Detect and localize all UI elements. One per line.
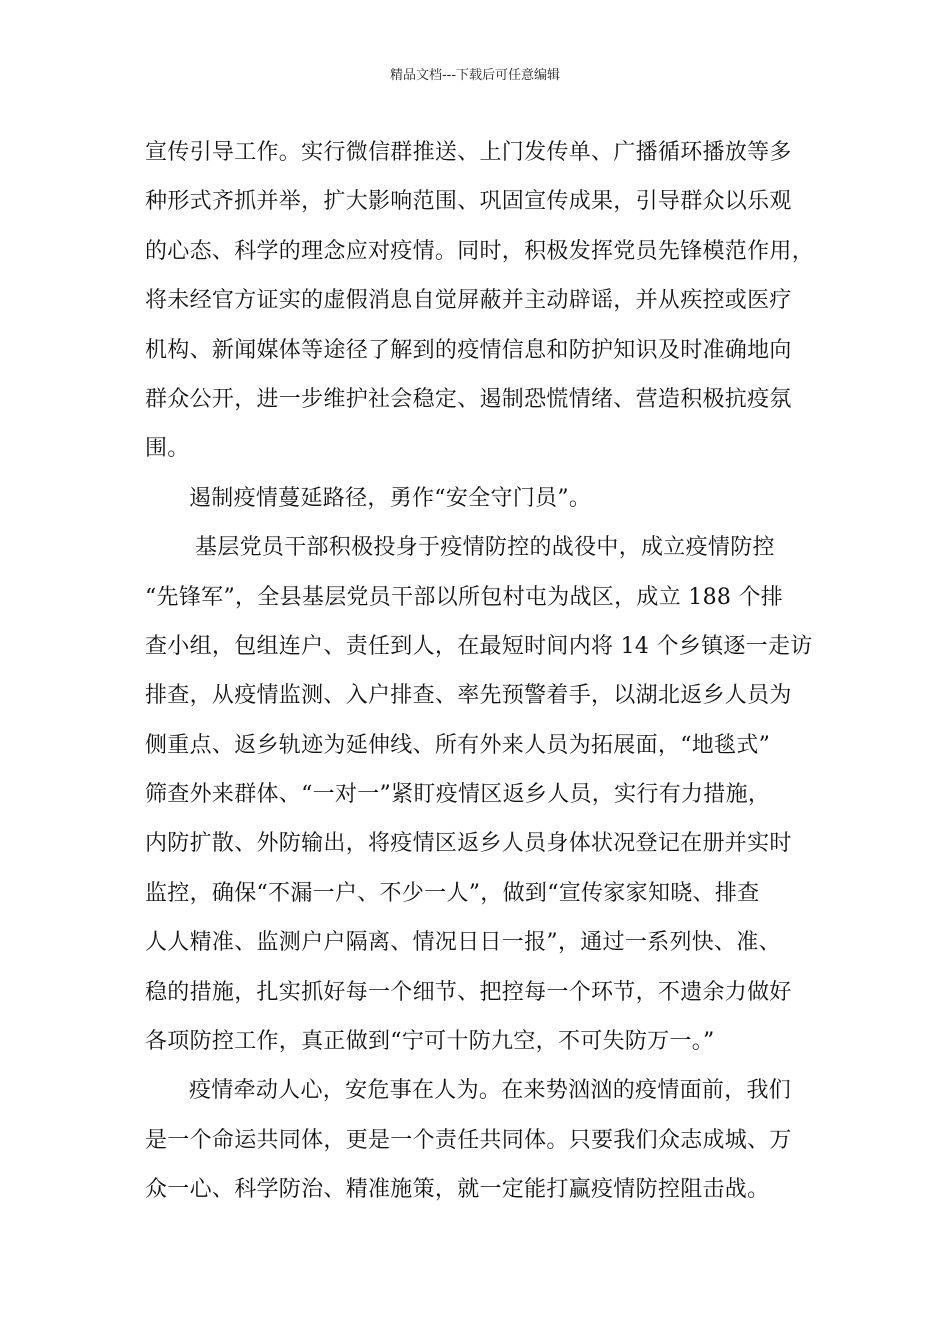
page-header: 精品文档---下载后可任意编辑 [389, 68, 561, 83]
text-line: 围。 [145, 436, 190, 462]
text-line: 筛查外来群体、“一对一”紧盯疫情区返乡人员，实行有力措施， [145, 782, 771, 808]
text-line: 各项防控工作，真正做到“宁可十防九空，不可失防万一。” [145, 1029, 715, 1055]
text-line: 众一心、科学防治、精准施策，就一定能打赢疫情防控阻击战。 [145, 1177, 770, 1203]
text-line: 宣传引导工作。实行微信群推送、上门发传单、广播循环播放等多 [145, 140, 792, 165]
text-line: 的心态、科学的理念应对疫情。同时，积极发挥党员先锋模范作用， [145, 238, 815, 264]
text-line: 查小组，包组连户、责任到人，在最短时间内将 14 个乡镇逐一走访 [145, 633, 813, 659]
text-line: 稳的措施，扎实抓好每一个细节、把控每一个环节，不遗余力做好 [145, 979, 792, 1005]
text-line: 排查，从疫情监测、入户排查、率先预警着手，以湖北返乡人员为 [145, 683, 792, 709]
text-line: 机构、新闻媒体等途径了解到的疫情信息和防护知识及时准确地向 [145, 337, 792, 363]
text-line: 监控，确保“不漏一户、不少一人”，做到“宣传家家知晓、排查 [145, 880, 760, 906]
text-line: 侧重点、返乡轨迹为延伸线、所有外来人员为拓展面，“地毯式” [145, 732, 771, 758]
text-line: “先锋军”，全县基层党员干部以所包村屯为战区，成立 188 个排 [145, 584, 784, 610]
text-line: 将未经官方证实的虚假消息自觉屏蔽并主动辟谣，并从疾控或医疗 [145, 288, 792, 314]
text-line: 群众公开，进一步维护社会稳定、遏制恐慌情绪、营造积极抗疫氛 [145, 386, 792, 412]
text-line: 基层党员干部积极投身于疫情防控的战役中，成立疫情防控 [195, 535, 775, 561]
text-line: 内防扩散、外防输出，将疫情区返乡人员身体状况登记在册并实时 [145, 831, 792, 857]
document-body [145, 128, 825, 1215]
text-line: 种形式齐抓并举，扩大影响范围、巩固宣传成果，引导群众以乐观 [145, 189, 792, 215]
section-heading: 遏制疫情蔓延路径，勇作“安全守门员”。 [189, 485, 592, 511]
text-line: 是一个命运共同体，更是一个责任共同体。只要我们众志成城、万 [145, 1127, 792, 1153]
text-line: 人人精准、监测户户隔离、情况日日一报”，通过一系列快、准、 [145, 930, 781, 956]
text-line: 疫情牵动人心，安危事在人为。在来势汹汹的疫情面前，我们 [189, 1078, 792, 1104]
